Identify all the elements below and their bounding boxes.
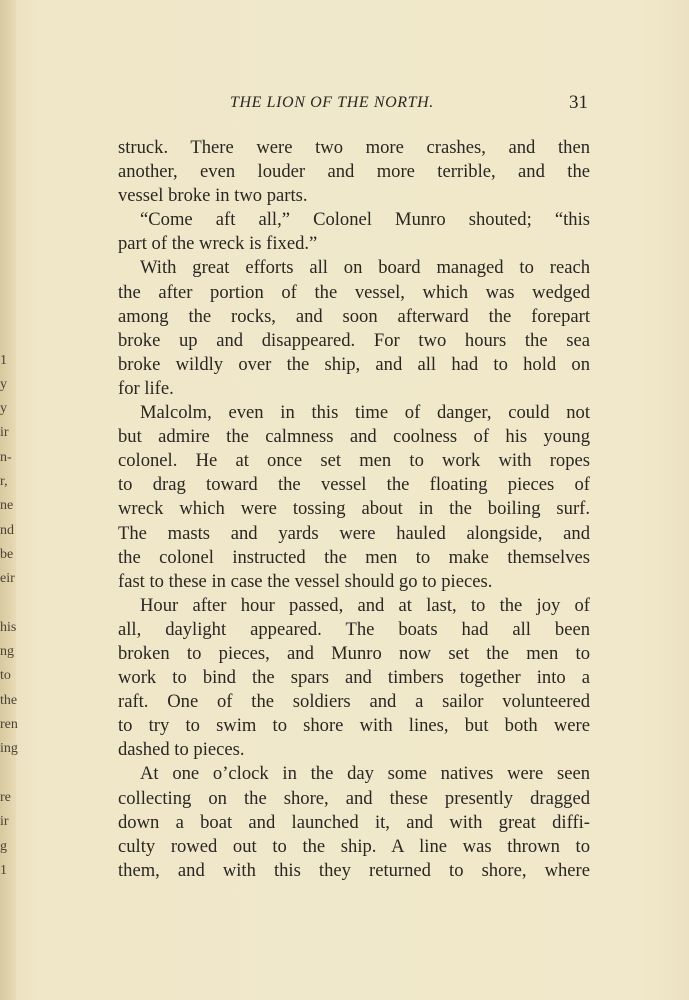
text-line: among the rocks, and soon afterward the forepart: [118, 305, 590, 327]
text-line: “Come aft all,” Colonel Munro shouted; “this: [140, 209, 590, 231]
text-line: the colonel instructed the men to make themselves: [118, 546, 590, 568]
text-line: but admire the calmness and coolness of his young: [118, 426, 590, 448]
text-line: for life.: [118, 377, 174, 399]
text-line: down a boat and launched it, and with great diffi-: [118, 811, 590, 833]
text-line: With great efforts all on board managed to reach: [140, 257, 590, 279]
bleed-fragment: [0, 592, 16, 616]
bleed-fragment: re: [0, 789, 11, 805]
text-line: Malcolm, even in this time of danger, could not: [140, 402, 590, 424]
text-line: to try to swim to shore with lines, but both were: [118, 715, 590, 737]
bleed-fragment: y: [0, 401, 7, 417]
bleed-fragment: n-: [0, 449, 12, 465]
text-line: broken to pieces, and Munro now set the men to: [118, 642, 590, 664]
bleed-fragment: his: [0, 619, 17, 635]
text-line: to drag toward the vessel the floating pieces of: [118, 474, 590, 496]
bleed-fragment: nd: [0, 522, 14, 538]
text-line: part of the wreck is fixed.”: [118, 233, 318, 255]
bleed-fragment: be: [0, 546, 14, 562]
bleed-fragment: [0, 300, 16, 324]
bleed-fragment: to: [0, 668, 11, 684]
text-line: raft. One of the soldiers and a sailor volunteered: [118, 691, 590, 713]
text-line: dashed to pieces.: [118, 739, 245, 761]
text-line: struck. There were two more crashes, and then: [118, 137, 590, 158]
bleed-fragment: ir: [0, 425, 9, 441]
bleed-fragment: [0, 324, 16, 348]
bleed-fragment: ng: [0, 644, 14, 660]
text-line: broke up and disappeared. For two hours the sea: [118, 329, 590, 351]
text-line: colonel. He at once set men to work with ropes: [118, 450, 590, 472]
text-line: them, and with this they returned to shore, where: [118, 859, 590, 881]
text-line: The masts and yards were hauled alongside, and: [118, 522, 590, 544]
text-line: the after portion of the vessel, which was wedged: [118, 281, 590, 303]
bleed-fragment: ne: [0, 498, 14, 514]
bleed-fragment: the: [0, 692, 18, 708]
text-line: wreck which were tossing about in the boiling surf.: [118, 498, 590, 520]
text-line: culty rowed out to the ship. A line was thrown to: [118, 835, 590, 857]
bleed-fragment: eir: [0, 571, 15, 587]
bleed-fragment: 1: [0, 352, 7, 368]
bleed-fragment: [0, 762, 16, 786]
bleed-fragment: ren: [0, 717, 18, 733]
text-line: work to bind the spars and timbers together into a: [118, 667, 590, 689]
text-line: collecting on the shore, and these presently dragged: [118, 787, 590, 809]
bleed-fragment: g: [0, 838, 7, 854]
text-line: fast to these in case the vessel should go to pieces.: [118, 570, 493, 592]
text-line: another, even louder and more terrible, and the: [118, 161, 590, 183]
running-head: [118, 92, 590, 116]
bleed-fragment: ir: [0, 814, 9, 830]
bleed-fragment: y: [0, 376, 7, 392]
bleed-fragment: r,: [0, 474, 8, 490]
text-line: broke wildly over the ship, and all had to hold on: [118, 353, 590, 375]
text-line: all, daylight appeared. The boats had all been: [118, 618, 590, 640]
page-number: 31: [569, 92, 588, 113]
body-text: [118, 136, 590, 883]
bleed-fragment: 1: [0, 862, 7, 878]
bleed-fragment: ing: [0, 741, 18, 757]
running-title: THE LION OF THE NORTH.: [230, 94, 434, 111]
text-line: At one o’clock in the day some natives were seen: [140, 763, 590, 785]
text-line: vessel broke in two parts.: [118, 185, 308, 207]
facing-page-bleed-through: [0, 300, 16, 883]
text-line: Hour after hour passed, and at last, to the joy of: [140, 594, 590, 616]
